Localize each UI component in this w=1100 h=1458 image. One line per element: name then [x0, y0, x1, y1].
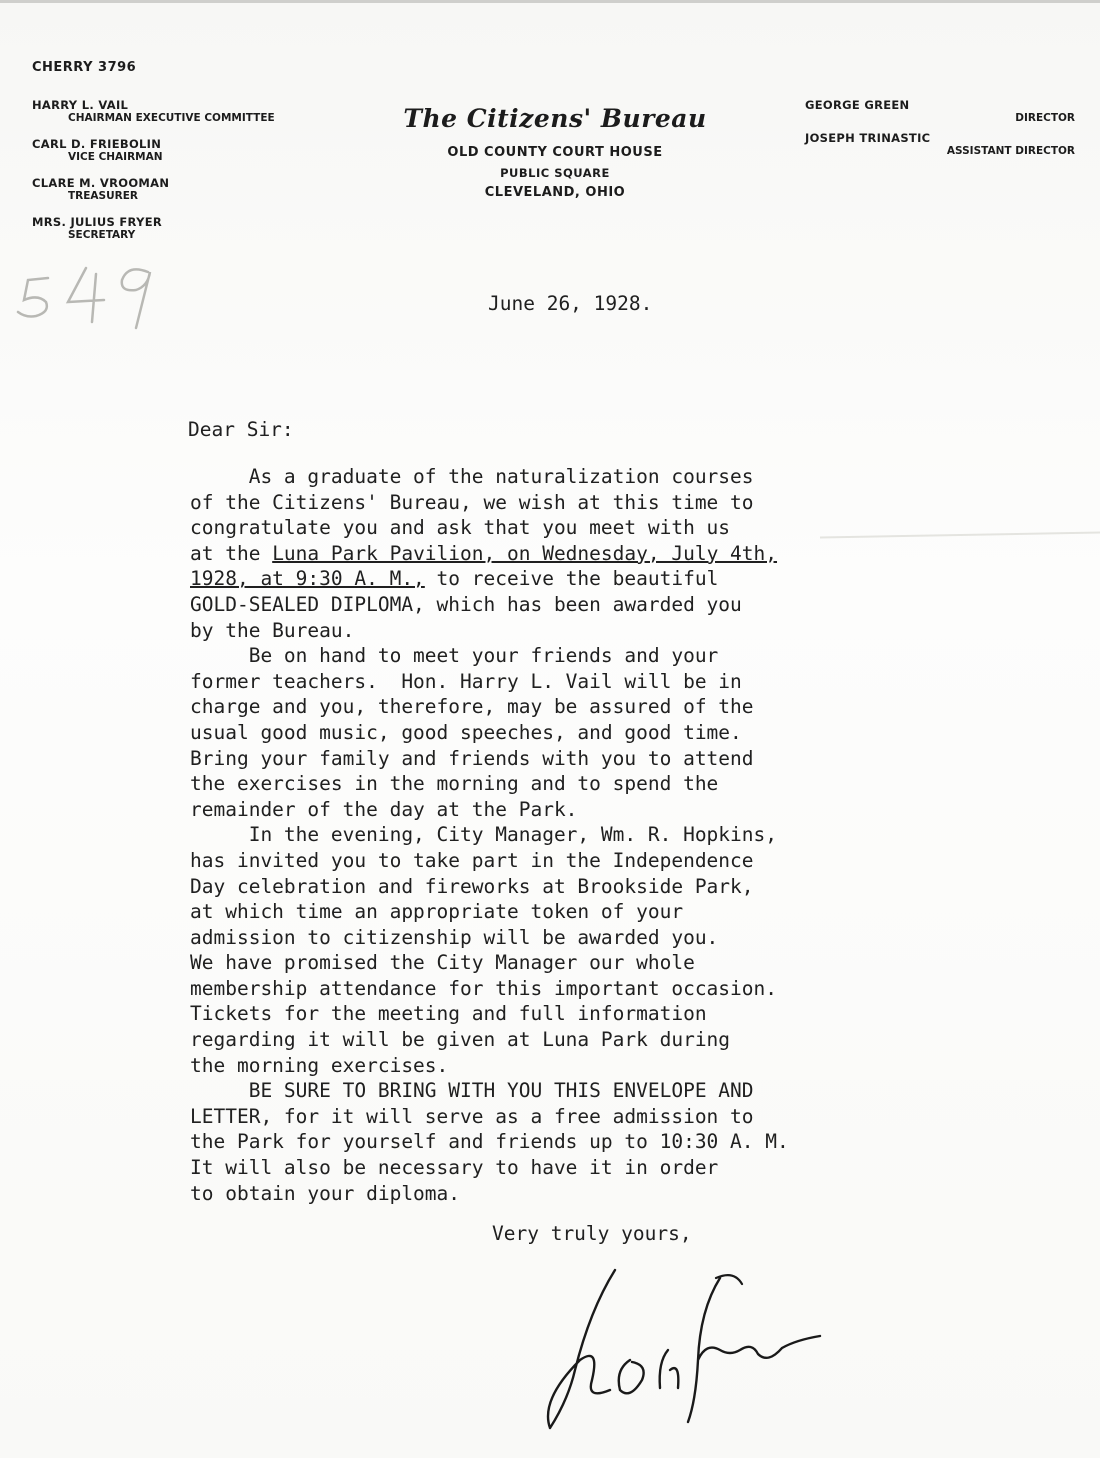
- body-line: Bring your family and friends with you to attend: [190, 746, 754, 770]
- top-edge: [0, 0, 1100, 3]
- address-line: OLD COUNTY COURT HOUSE: [447, 145, 663, 160]
- body-line: BE SURE TO BRING WITH YOU THIS ENVELOPE AND: [190, 1079, 754, 1103]
- staff-role: DIRECTOR: [1015, 112, 1075, 124]
- officers-list: [32, 98, 332, 254]
- body-line: charge and you, therefore, may be assured of the: [190, 695, 754, 719]
- body-line: As a graduate of the naturalization courses: [190, 465, 754, 488]
- officer-entry: [32, 137, 332, 164]
- staff-entry: [805, 98, 1095, 125]
- officer-name: MRS. JULIUS FRYER: [32, 215, 163, 229]
- body-line: [190, 566, 1070, 592]
- closing: Very truly yours,: [492, 1222, 692, 1245]
- body-line: Day celebration and fireworks at Brookside Park,: [190, 874, 754, 898]
- body-line: by the Bureau.: [190, 618, 355, 642]
- underlined-event-time: 1928, at 9:30 A. M.,: [190, 567, 425, 591]
- officer-role: CHAIRMAN EXECUTIVE COMMITTEE: [68, 112, 275, 124]
- body-line: the Park for yourself and friends up to 10:30 A. M.: [190, 1130, 789, 1154]
- officer-name: HARRY L. VAIL: [32, 98, 129, 112]
- staff-role: ASSISTANT DIRECTOR: [946, 145, 1075, 157]
- body-line: Tickets for the meeting and full information: [190, 1002, 707, 1026]
- body-line: membership attendance for this important occasion.: [190, 976, 777, 1000]
- address-line: CLEVELAND, OHIO: [484, 185, 626, 200]
- officer-name: CLARE M. VROOMAN: [32, 176, 170, 190]
- officer-role: TREASURER: [68, 190, 138, 202]
- officer-entry: [32, 176, 332, 203]
- body-line: usual good music, good speeches, and good time.: [190, 720, 742, 744]
- officer-entry: [32, 98, 332, 125]
- body-line: In the evening, City Manager, Wm. R. Hopkins,: [190, 823, 777, 847]
- officer-name: CARL D. FRIEBOLIN: [32, 137, 162, 151]
- body-line: has invited you to take part in the Independence: [190, 848, 754, 872]
- body-line: the exercises in the morning and to spend the: [190, 772, 719, 796]
- body-line: former teachers. Hon. Harry L. Vail will be in: [190, 669, 742, 693]
- underlined-event-location: Luna Park Pavilion, on Wednesday, July 4th,: [272, 541, 778, 565]
- body-line: Be on hand to meet your friends and your: [190, 644, 719, 668]
- address-line: PUBLIC SQUARE: [500, 166, 610, 180]
- body-line: the morning exercises.: [190, 1053, 449, 1077]
- body-line: congratulate you and ask that you meet with us: [190, 516, 731, 540]
- staff-entry: [805, 131, 1095, 158]
- body-line: We have promised the City Manager our whole: [190, 951, 695, 975]
- body-line: LETTER, for it will serve as a free admission to: [190, 1104, 754, 1128]
- salutation: Dear Sir:: [188, 418, 294, 441]
- letter-body: [190, 464, 1070, 1206]
- staff-name: JOSEPH TRINASTIC: [805, 131, 931, 145]
- officer-role: VICE CHAIRMAN: [68, 151, 163, 163]
- letterhead-center: [380, 104, 730, 203]
- officer-role: SECRETARY: [68, 229, 136, 241]
- body-text: at the: [190, 541, 273, 565]
- body-line: [190, 541, 1070, 567]
- body-line: It will also be necessary to have it in order: [190, 1156, 719, 1180]
- body-line: regarding it will be given at Luna Park during: [190, 1028, 731, 1052]
- handwritten-number: [8, 250, 168, 330]
- officer-entry: [32, 215, 332, 242]
- body-text: to receive the beautiful: [424, 567, 719, 591]
- body-line: of the Citizens' Bureau, we wish at this time to: [190, 490, 754, 514]
- body-line: remainder of the day at the Park.: [190, 797, 578, 821]
- organization-name: The Citizens' Bureau: [403, 104, 707, 133]
- letter-date: June 26, 1928.: [488, 292, 653, 315]
- body-line: GOLD-SEALED DIPLOMA, which has been awarded you: [190, 592, 742, 616]
- staff-name: GEORGE GREEN: [805, 98, 910, 112]
- body-line: at which time an appropriate token of your: [190, 900, 684, 924]
- phone-number: CHERRY 3796: [32, 60, 137, 75]
- signature: [520, 1250, 840, 1440]
- body-line: to obtain your diploma.: [190, 1181, 461, 1205]
- body-line: admission to citizenship will be awarded you.: [190, 925, 719, 949]
- staff-list: [805, 98, 1095, 164]
